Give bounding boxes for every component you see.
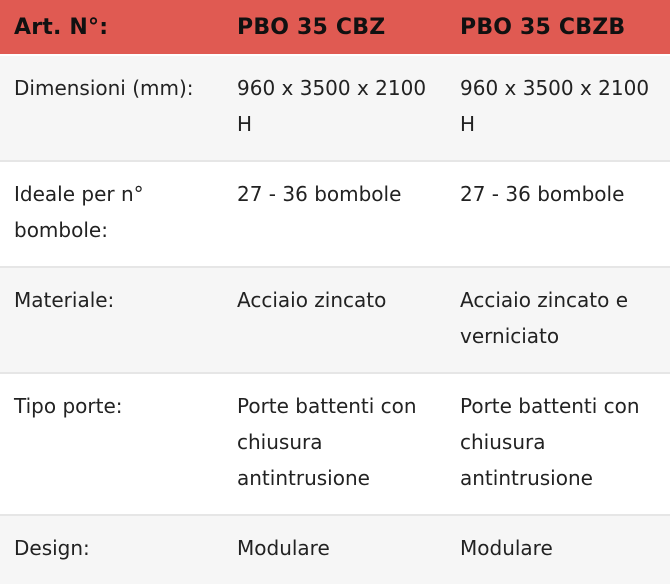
row-label-ideale: Ideale per n° bombole: [0, 161, 223, 267]
table-body [0, 55, 670, 584]
header-model-2: PBO 35 CBZB [446, 0, 670, 55]
table-row [0, 515, 670, 584]
table-row [0, 161, 670, 267]
cell-ideale-model-2: 27 - 36 bombole [446, 161, 670, 267]
row-label-design: Design: [0, 515, 223, 584]
row-label-tipo-porte: Tipo porte: [0, 373, 223, 515]
row-label-materiale: Materiale: [0, 267, 223, 373]
header-model-1: PBO 35 CBZ [223, 0, 446, 55]
cell-design-model-2: Modulare [446, 515, 670, 584]
cell-dimensioni-model-2: 960 x 3500 x 2100 H [446, 55, 670, 161]
header-row [0, 0, 670, 55]
cell-design-model-1: Modulare [223, 515, 446, 584]
table-row [0, 267, 670, 373]
table-row [0, 373, 670, 515]
cell-ideale-model-1: 27 - 36 bombole [223, 161, 446, 267]
cell-materiale-model-2: Acciaio zincato e verniciato [446, 267, 670, 373]
header-article-label: Art. N°: [0, 0, 223, 55]
cell-tipo-porte-model-1: Porte battenti con chiusura antintrusione [223, 373, 446, 515]
cell-materiale-model-1: Acciaio zincato [223, 267, 446, 373]
row-label-dimensioni: Dimensioni (mm): [0, 55, 223, 161]
table-header [0, 0, 670, 55]
cell-tipo-porte-model-2: Porte battenti con chiusura antintrusione [446, 373, 670, 515]
table-row [0, 55, 670, 161]
cell-dimensioni-model-1: 960 x 3500 x 2100 H [223, 55, 446, 161]
